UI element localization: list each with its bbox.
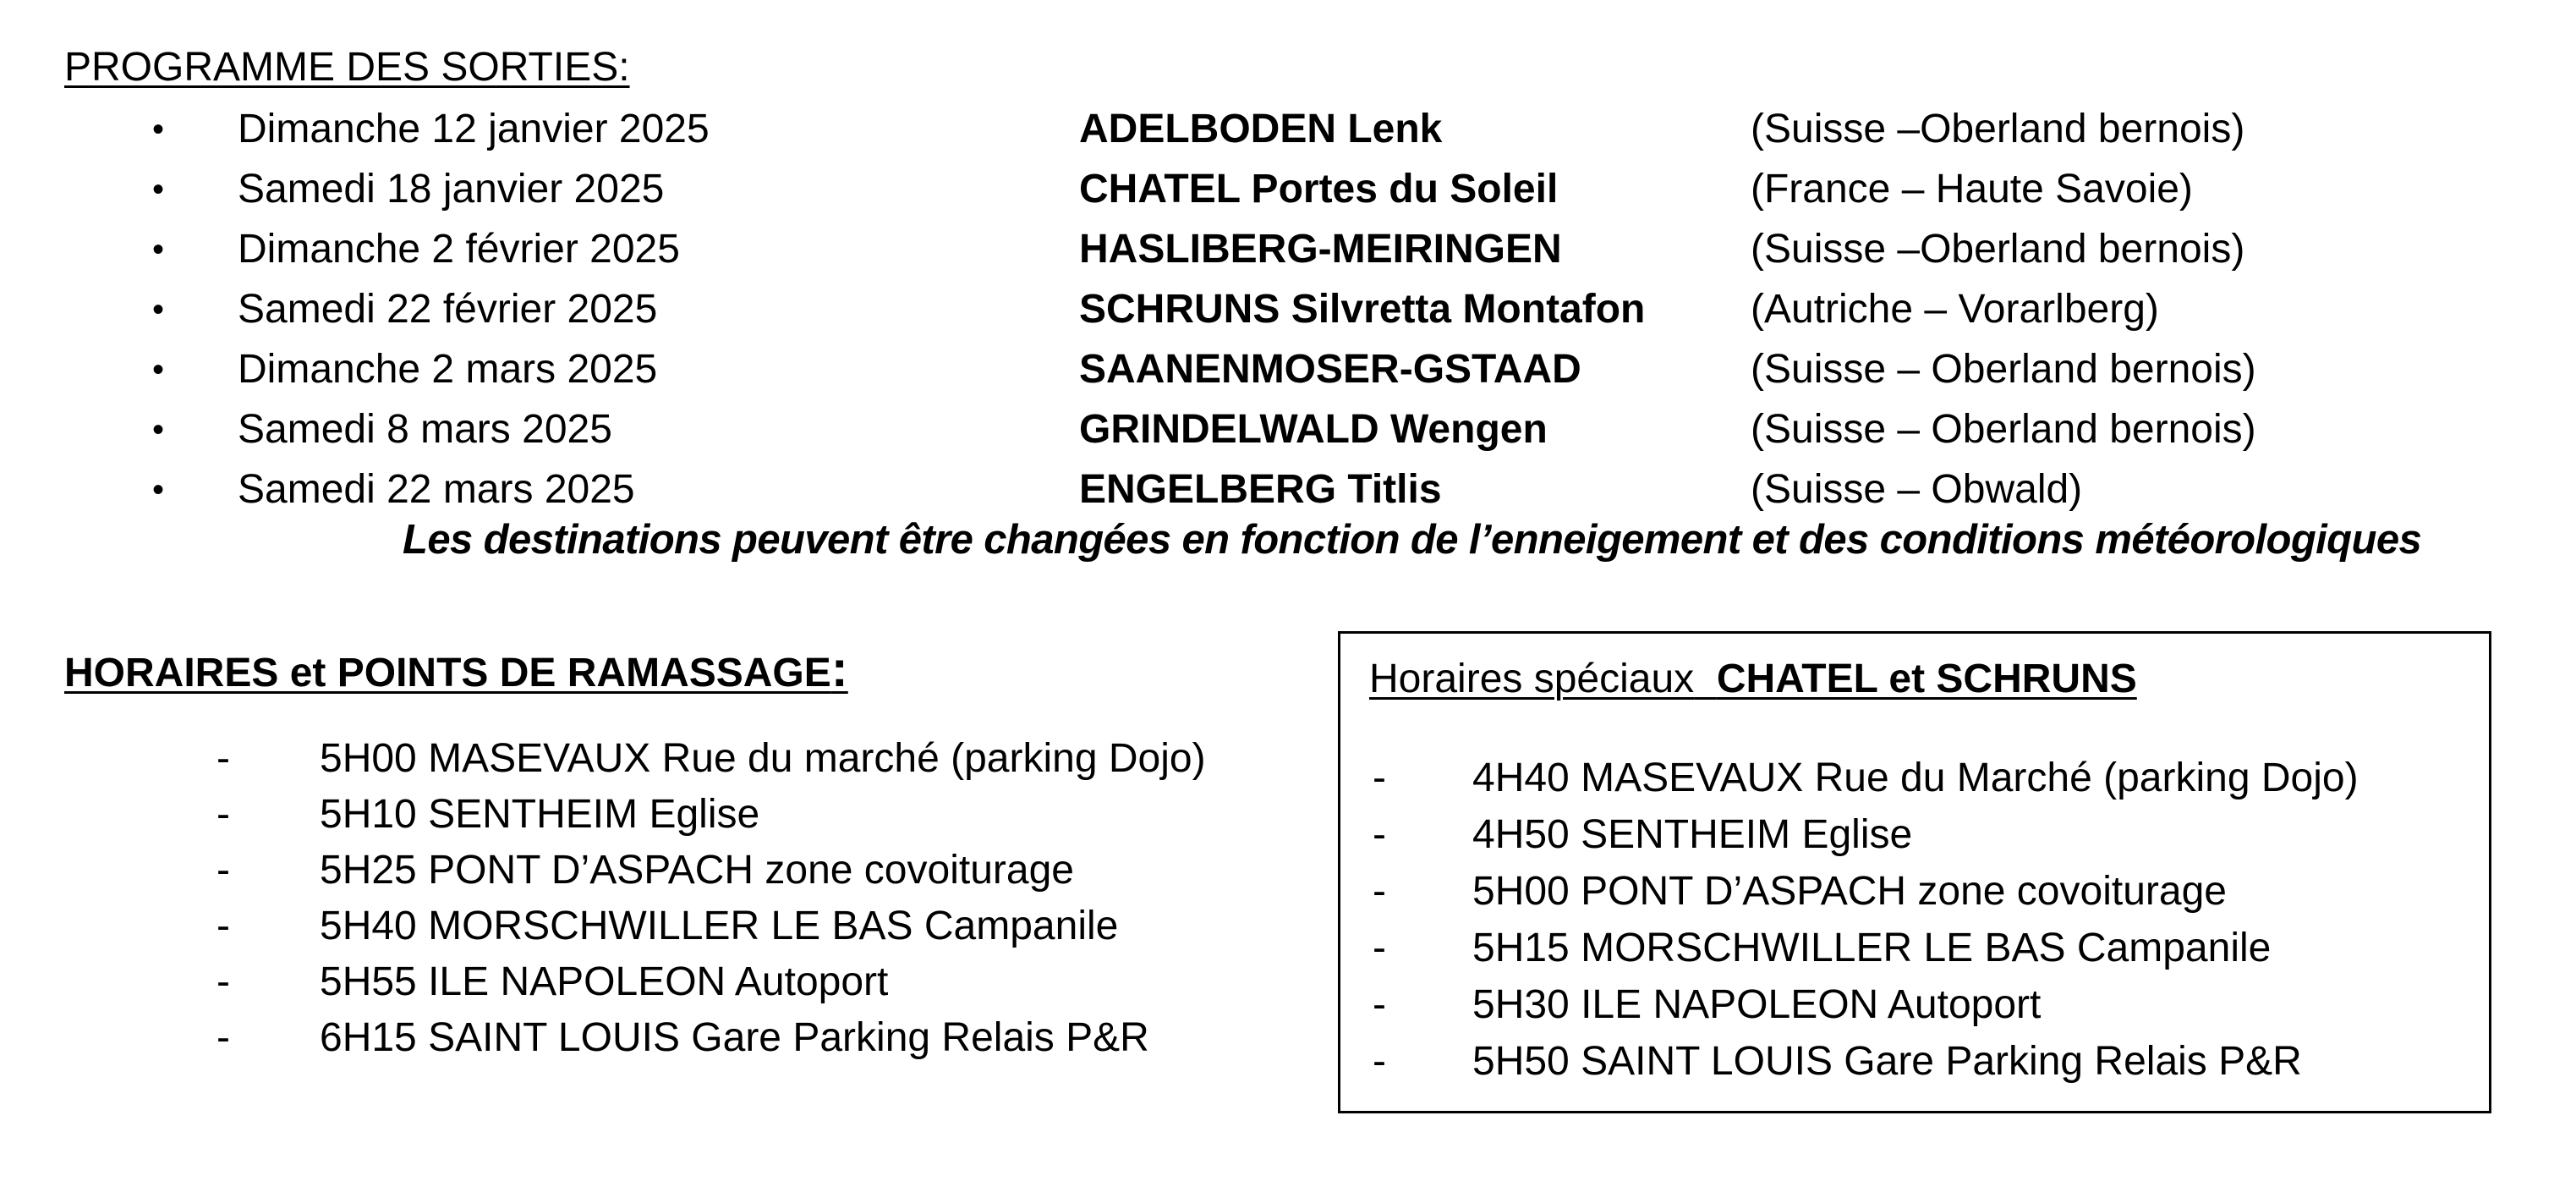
programme-row: [0, 340, 2576, 399]
outing-destination: HASLIBERG-MEIRINGEN: [1079, 227, 1562, 272]
special-pickup-item: [1373, 807, 2472, 863]
bullet-icon: •: [151, 471, 164, 508]
special-pickup-item: [1373, 750, 2472, 806]
dash-marker: -: [216, 904, 230, 948]
pickup-text: 5H10 SENTHEIM Eglise: [320, 792, 760, 837]
outing-date: Samedi 22 mars 2025: [238, 467, 635, 512]
outing-destination: GRINDELWALD Wengen: [1079, 407, 1548, 452]
special-schedule-box: [1338, 631, 2491, 1113]
special-schedule-title: [1369, 656, 2137, 702]
dash-marker: -: [1373, 926, 1386, 970]
outing-date: Dimanche 12 janvier 2025: [238, 107, 710, 151]
horaires-title: [64, 640, 848, 698]
programme-row: [0, 160, 2576, 219]
horaires-title-colon: :: [830, 640, 848, 697]
horaires-title-text: HORAIRES et POINTS DE RAMASSAGE: [64, 651, 831, 695]
outing-destination: SCHRUNS Silvretta Montafon: [1079, 287, 1646, 332]
dash-marker: -: [1373, 756, 1386, 800]
pickup-item: [216, 843, 1316, 898]
bullet-icon: •: [151, 171, 164, 208]
dash-marker: -: [216, 848, 230, 893]
outing-date: Dimanche 2 février 2025: [238, 227, 680, 272]
outing-region: (Suisse – Oberland bernois): [1751, 347, 2256, 392]
outing-date: Samedi 22 février 2025: [238, 287, 658, 332]
outing-destination: ENGELBERG Titlis: [1079, 467, 1442, 512]
dash-marker: -: [1373, 982, 1386, 1027]
dash-marker: -: [216, 959, 230, 1004]
bullet-icon: •: [151, 291, 164, 328]
dash-marker: -: [1373, 812, 1386, 857]
outing-destination: CHATEL Portes du Soleil: [1079, 167, 1559, 212]
outing-region: (Autriche – Vorarlberg): [1751, 287, 2159, 332]
programme-row: [0, 280, 2576, 339]
dash-marker: -: [216, 736, 230, 781]
special-pickup-text: 5H15 MORSCHWILLER LE BAS Campanile: [1472, 926, 2272, 970]
special-pickup-text: 5H30 ILE NAPOLEON Autoport: [1472, 982, 2042, 1027]
pickup-text: 5H55 ILE NAPOLEON Autoport: [320, 959, 889, 1004]
pickup-item: [216, 954, 1316, 1010]
outing-region: (Suisse –Oberland bernois): [1751, 227, 2245, 272]
dash-marker: -: [216, 1015, 230, 1060]
outing-region: (Suisse –Oberland bernois): [1751, 107, 2245, 151]
pickup-text: 6H15 SAINT LOUIS Gare Parking Relais P&R: [320, 1015, 1149, 1060]
outing-date: Samedi 8 mars 2025: [238, 407, 612, 452]
outing-destination: ADELBODEN Lenk: [1079, 107, 1443, 151]
programme-title: PROGRAMME DES SORTIES:: [64, 45, 630, 90]
outing-date: Dimanche 2 mars 2025: [238, 347, 658, 392]
dash-marker: -: [1373, 869, 1386, 914]
dash-marker: -: [216, 792, 230, 837]
special-pickup-text: 4H40 MASEVAUX Rue du Marché (parking Dojo): [1472, 756, 2359, 800]
bullet-icon: •: [151, 231, 164, 268]
special-title-bold: CHATEL et SCHRUNS: [1716, 657, 2137, 701]
pickup-text: 5H00 MASEVAUX Rue du marché (parking Dojo): [320, 736, 1206, 781]
special-pickup-item: [1373, 1034, 2472, 1090]
outing-date: Samedi 18 janvier 2025: [238, 167, 665, 212]
outing-region: (Suisse – Oberland bernois): [1751, 407, 2256, 452]
outing-destination: SAANENMOSER-GSTAAD: [1079, 347, 1581, 392]
outing-region: (Suisse – Obwald): [1751, 467, 2083, 512]
programme-row: [0, 400, 2576, 459]
special-pickup-text: 4H50 SENTHEIM Eglise: [1472, 812, 1913, 857]
pickup-item: [216, 1010, 1316, 1066]
programme-row: [0, 220, 2576, 279]
special-pickup-text: 5H50 SAINT LOUIS Gare Parking Relais P&R: [1472, 1039, 2302, 1084]
special-pickup-item: [1373, 977, 2472, 1033]
outing-region: (France – Haute Savoie): [1751, 167, 2193, 212]
destination-note: Les destinations peuvent être changées en fonction de l’enneigement et des conditions météorologiques: [403, 517, 2422, 563]
dash-marker: -: [1373, 1039, 1386, 1084]
programme-row: [0, 100, 2576, 159]
pickup-text: 5H40 MORSCHWILLER LE BAS Campanile: [320, 904, 1119, 948]
special-pickup-item: [1373, 920, 2472, 976]
special-title-normal: Horaires spéciaux: [1369, 657, 1695, 701]
pickup-item: [216, 787, 1316, 843]
pickup-text: 5H25 PONT D’ASPACH zone covoiturage: [320, 848, 1074, 893]
programme-row: [0, 460, 2576, 519]
pickup-item: [216, 731, 1316, 787]
bullet-icon: •: [151, 351, 164, 388]
special-pickup-text: 5H00 PONT D’ASPACH zone covoiturage: [1472, 869, 2227, 914]
bullet-icon: •: [151, 411, 164, 448]
special-pickup-item: [1373, 864, 2472, 920]
pickup-item: [216, 898, 1316, 954]
bullet-icon: •: [151, 111, 164, 148]
